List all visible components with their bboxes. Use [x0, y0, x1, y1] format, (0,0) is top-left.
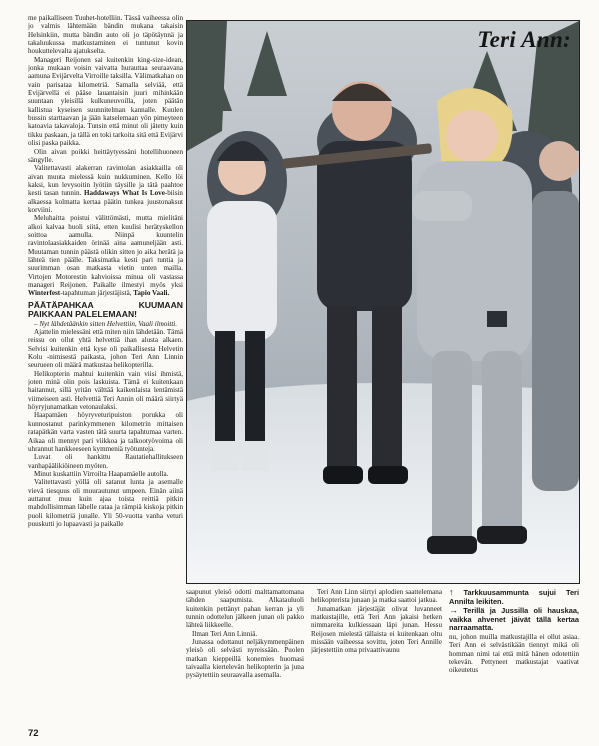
paragraph: Junassa odottanut neljäkymmenpäinen yleisö oli selvästi nyreissään. Puolen matkan kieppeillä konemies huomasi taivaalla kiertelevän helikopterin ja juna pysäytettiin seuraavalla asemalla.: [186, 638, 304, 680]
arrow-up-icon: ↑: [449, 588, 454, 597]
paragraph: Ajattelin mielessäni että miten niin lähdetään. Tämä reissu on ollut yhtä helvettiä ihan alusta alkaen. Selvisi kuitenkin että kyse oli paikallisesta Helvetin Kolu -nimisestä paikasta, johon Teri Ann Linnin seurueen oli määrä matkustaa helikopterilla.: [28, 328, 183, 370]
page-number: 72: [28, 728, 39, 739]
event-photo: [186, 20, 580, 584]
photo-illustration: [187, 21, 579, 583]
left-text-column: [28, 14, 183, 724]
paragraph: Teri Ann Linn siirtyi aplodien saattelemana helikopterista junaan ja matka saattoi jatkua.: [311, 588, 442, 605]
paragraph: Valitettavasti yöllä oli satanut lunta ja asemalle vievä tiesquus oli muurautunut umpeen. Einän aiinä auttanut muu kuin ajaa toista reittiä pitkin mahdollisimman lähelle rataa ja rämpiä kiskoja pitkin puoli kilometriä junalle. Yli 50-vuotta vanha veturi puuskutti jo lupaavasti ja paikalle: [28, 478, 183, 528]
paragraph: me paikalliseen Tuuhet-hotelliin. Tässä vaiheessa olin jo valmis lähtemään bändin mukana takaisin Helsinkiin, mutta bändin auto oli jo täpötäynnä ja takaluukussa matkustaminen ei tuntunut kovin houkuttelevalta ajatukselta.: [28, 14, 183, 56]
paragraph: Haapamäen höyryveturipuiston porukka oli kunnostanut parinkymmenen kilometrin mittaisen ratapätkän varta vasten tätä suurta tapahtumaa varten. Aikaa oli mennyt pari viikkoa ja talkootyövoima oli uhrannut hankkeeseen kymmeniä työtunteja.: [28, 411, 183, 453]
paragraph: Valitettavasti alakerran ravintolan asiakkailla oli aivan muuta mielessä kuin nukkuminen. Kello löi kaksi, kun levysoitin lyötiin täysille ja tätä paahtoe kesti tasan tunnin. Haddaways What Is Love-biisin alkaessa kolmatta kertaa päätin tunkea juustonaksut korviini.: [28, 164, 183, 214]
arrow-right-icon: →: [449, 605, 458, 616]
paragraph: saapunut yleisö odotti malttamattomana tähden saapumista. Alkatauluoli kuitenkin pettänyt pahan kerran ja yli tunnin odottelun jälkeen junan oli pakko lähteä liikkeelle.: [186, 588, 304, 630]
paragraph: Meluhaitta poistui välittömästi, mutta mielitäni alkoi kalvaa huoli siitä, etten kuulisi herätyskellon soittoa aamulla. Niinpä kuuntelin ravintolaasiakkaiden örinää aina aamuneljään asti. Muutaman tunnin päästä olikin sitten jo aika herätä ja lähteä tien päälle. Taksimatka kesti pari tuntia ja suurimman osan matkasta vietin unten mailla. Virtojen Motorestin kahvioissa minua oli vastassa manageri Reijonen. Paikalle ilmestyi myös yksi Winterfest-tapahtuman järjestäjistä, Tapio Vaali.: [28, 214, 183, 298]
paragraph: – Nyt lähdetäänkin sitten Helvettiin, Vaali ilmoitti.: [34, 319, 178, 328]
paragraph: Minut kuskattiin Virroilta Haapamäelle autolla.: [34, 469, 169, 478]
paragraph: Manageri Reijonen sai kuitenkin king-size-idean, jonka mukaan voisin vaivatta hurauttaa seuraavana aamuna Evijärvelta Virroille taksilla. Välimatkahan on vain parisataa kilometriä. Samalla selviää, että Evijärvellä ei pääse lauantaisin juuri mihinkään suuntaan yleisillä kulkuneuvoilla, joten päätän kallistua kyseisen suunnitelman kannalle. Kuulen bussin starttaavan ja jään katselemaan yön pimeyteen katoavia takavaloja. Tunsin että minut oli jätetty kuin tikku paskaan, ja tällä en toki tarkoita sitä että Evijärvi olisi paska paikka.: [28, 55, 183, 148]
headline: Teri Ann:: [477, 27, 571, 52]
paragraph: Junamatkan järjestäjät olivat luvanneet matkustajille, että Teri Ann jakaisi hetken nimmareita kulkiessaan läpi junan. Hessu Reijosen mielestä tällaista ei kuitenkaan oltu missään vaiheessa sovittu, joten Teri Annille järjestettiin oma privaattivaunu: [311, 604, 442, 655]
paragraph: nu, johon muilla matkustajilla ei ollut asiaa. Teri Ann ei selvästikään tiennyt mikä oli homman nimi tai että mitä hänen odotettiin tekevän. Pettyneet matkustajat vaativat oikeutetus: [449, 632, 579, 675]
photo-caption: ↑ Tarkkuusammunta sujui Teri Annilta leikiten. → Terillä ja Jussilla oli hauskaa, vaikka ahvenet jäivät tällä kertaa narraamatta.: [449, 588, 579, 633]
paragraph: Olin aivan poikki heittäytyessäni hotellihuoneen sängylle.: [28, 147, 183, 164]
paragraph: Helikopterin mahtui kuitenkin vain viisi ihmistä, joten minä olin pois laskuista. Tämä ei kuitenkaan haitannut, sillä yritän välttää kaikenlaista lentämistä viimeiseen asti. Helvettiä Teri Annin oli määrä siirtyä höyryjunamatkan vetonaulaksi.: [28, 369, 183, 412]
paragraph: Luvat oli hankittu Rautatiehallitukseen vanhapäälikiöineen myöten.: [28, 453, 183, 470]
section-subhead: PÄÄTÄPAHKAA KUUMAAN PAIKKAAN PALELEMAAN!: [28, 299, 183, 319]
bottom-column-3: [449, 588, 579, 728]
paragraph: Ilman Teri Ann Linniä.: [192, 629, 258, 638]
bottom-column-2: [311, 588, 442, 728]
song-title: Haddaways What Is Love: [83, 189, 165, 198]
bottom-column-1: [186, 588, 304, 728]
